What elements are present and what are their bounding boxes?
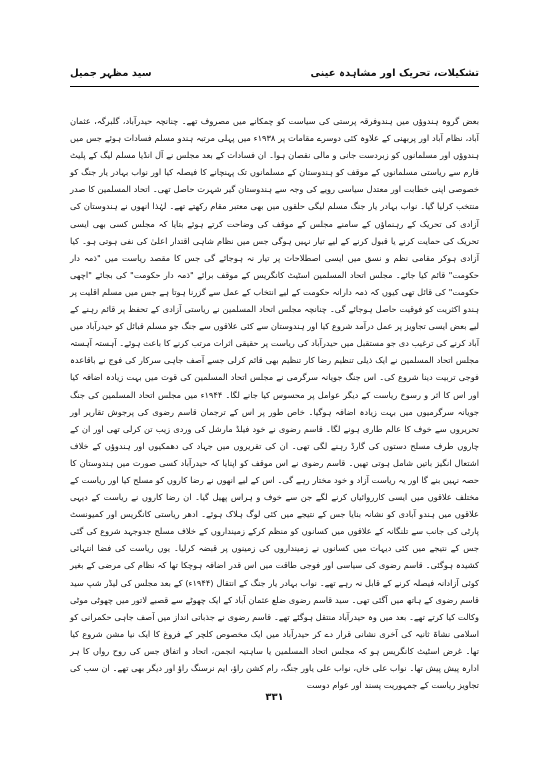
running-header	[70, 62, 479, 84]
header-book-title: تشکیلات، تحریک اور مشاہدہ عینی	[310, 67, 479, 79]
header-author: سید مظہر جمیل	[70, 67, 152, 79]
page-number: ۳۳۱	[265, 692, 284, 703]
body-paragraph: بعض گروہ ہندوؤں میں ہندوفرقہ پرستی کی سیاست کو چمکانے میں مصروف تھے۔ چنانچہ حیدرآباد، گلبرگہ، عثمان آباد، نظام آباد اور پربھنی کے علاوہ کئی دوسرے مقامات پر ۱۹۳۸ء میں پہلی مرتبہ ہندو مسلم فسادات ہوئے جس میں ہندوؤں اور مسلمانوں کو زبردست جانی و مالی نقصان ہوا۔ ان فسادات کے بعد مجلس نے آل انڈیا مسلم لیگ کے پلیٹ فارم سے ریاستی مسلمانوں کے موقف کو ہندوستان کے مسلمانوں تک پہنچانے کا فیصلہ کیا اور نواب بہادر یار جنگ کو خصوصی اپنی خطابت اور معتدل سیاسی رویے کی وجہ سے ہندوستان گیر شہرت حاصل تھی۔ اتحاد المسلمین کا صدر منتخب کرلیا گیا۔ نواب بہادر یار جنگ مسلم لیگی حلقوں میں بھی معتبر مقام رکھتے تھے۔ لہٰذا انھوں نے ہندوستان کی آزادی کی تحریک کے رہنماؤں کے سامنے مجلس کے موقف کی وضاحت کرتے ہوئے بتایا کہ مجلس کسی بھی ایسی تحریک کی حمایت کرنے یا قبول کرنے کے لیے تیار نہیں ہوگی جس میں نظام شاہی اقتدار اعلیٰ کی نفی ہوتی ہو۔ کیا آزادی ہوکر مقامی نظم و نسق میں ایسی اصطلاحات پر تیار نہ ہوجائے گی جس کا مقصد ریاست میں "ذمہ دار حکومت" قائم کیا جائے۔ مجلس اتحاد المسلمین اسٹیٹ کانگریس کے موقف برائے "ذمہ دار حکومت" کی بجائے "اچھی حکومت" کی قائل تھی کیوں کہ ذمہ دارانہ حکومت کے لیے انتخاب کے عمل سے گزرنا ہوتا ہے جس میں مسلم اقلیت پر ہندو اکثریت کو فوقیت حاصل ہوجائے گی۔ چنانچہ مجلس اتحاد المسلمین نے ریاستی آزادی کے تحفظ پر قائم رہنے کے لیے بعض ایسی تجاویز پر عمل درآمد شروع کیا اور ہندوستان سے کئی علاقوں سے جنگ جو مسلم قبائل کو حیدرآباد میں آباد کرنے کی ترغیب دی جو مستقبل میں حیدرآباد کی ریاست پر حقیقی اثرات مرتب کرنے کا باعث ہوئے۔ آہستہ آہستہ مجلس اتحاد المسلمین نے ایک ذیلی تنظیم رضا کار تنظیم بھی قائم کرلی جسے آصف جاہی سرکار کی فوج نے باقاعدہ فوجی تربیت دینا شروع کی۔ اس جنگ جویانہ سرگرمی نے مجلس اتحاد المسلمین کی قوت میں بہت زیادہ اضافہ کیا اور اس کا اثر و رسوخ ریاست کے دیگر عوامل پر محسوس کیا جانے لگا۔ ۱۹۴۴ء میں مجلس اتحاد المسلمین کی جنگ جویانہ سرگرمیوں میں بہت زیادہ اضافہ ہوگیا۔ خاص طور پر اس کے ترجمان قاسم رضوی کی پرجوش تقاریر اور تحریروں سے خوف کا عالم طاری ہونے لگا۔ قاسم رضوی نے خود فیلڈ مارشل کی وردی زیب تن کرلی تھی اور ان کے چاروں طرف مسلح دستوں کی گارڈ رہنے لگی تھی۔ ان کی تقریروں میں جہاد کی دھمکیوں اور ہندوؤں کے خلاف اشتعال انگیز باتیں شامل ہوتی تھیں۔ قاسم رضوی نے اس موقف کو اپنایا کہ حیدرآباد کسی صورت میں ہندوستان کا حصہ نہیں بنے گا اور یہ ریاست آزاد و خود مختار رہے گی۔ اس کے لیے انھوں نے رضا کاروں کو مسلح کیا اور ریاست کے مختلف علاقوں میں ایسی کارروائیاں کرنے لگے جن سے خوف و ہراس پھیل گیا۔ ان رضا کاروں نے ریاست کے دیہی علاقوں میں ہندو آبادی کو نشانہ بنایا جس کے نتیجے میں کئی لوگ ہلاک ہوئے۔ ادھر ریاستی کانگریس اور کمیونسٹ پارٹی کی جانب سے تلنگانہ کے علاقوں میں کسانوں کو منظم کرکے زمینداروں کے خلاف مسلح جدوجہد شروع کی گئی جس کے نتیجے میں کئی دیہات میں کسانوں نے زمینداروں کی زمینوں پر قبضہ کرلیا۔ یوں ریاست کی فضا انتہائی کشیدہ ہوگئی۔ قاسم رضوی کی سیاسی اور فوجی طاقت میں اس قدر اضافہ ہوچکا تھا کہ نظام کی مرضی کے بغیر کوئی آزادانہ فیصلہ کرنے کے قابل نہ رہے تھے۔ نواب بہادر یار جنگ کے انتقال (۱۹۴۴ء) کے بعد مجلس کی لیڈر شپ سید قاسم رضوی کے ہاتھ میں آگئی تھی۔ سید قاسم رضوی ضلع عثمان آباد کے ایک چھوٹے سے قصبے لاتور میں چھوٹی موٹی وکالت کیا کرتے تھے۔ بعد میں وہ حیدرآباد منتقل ہوگئے تھے۔ قاسم رضوی نے جذباتی انداز میں آصف جاہی حکمرانی کو اسلامی نشاۃ ثانیہ کی آخری نشانی قرار دے کر حیدرآباد میں ایک مخصوص کلچر کے فروغ کا ایک نیا مشن شروع کیا تھا۔ غرض اسٹیٹ کانگریس ہو کہ مجلس اتحاد المسلمین یا ساہتیہ انجمن، اتحاد و اتفاق جس کی روح رواں کا ہر ادارہ پیش پیش تھا۔ نواب علی خاں، نواب علی یاور جنگ، رام کشن راؤ، ایم نرسنگ راؤ اور دیگر بھی تھے۔ ان سب کی تجاویز ریاست کے جمہوریت پسند اور عوام دوست	[70, 116, 479, 691]
header-divider	[70, 86, 479, 87]
body-text	[70, 113, 479, 691]
